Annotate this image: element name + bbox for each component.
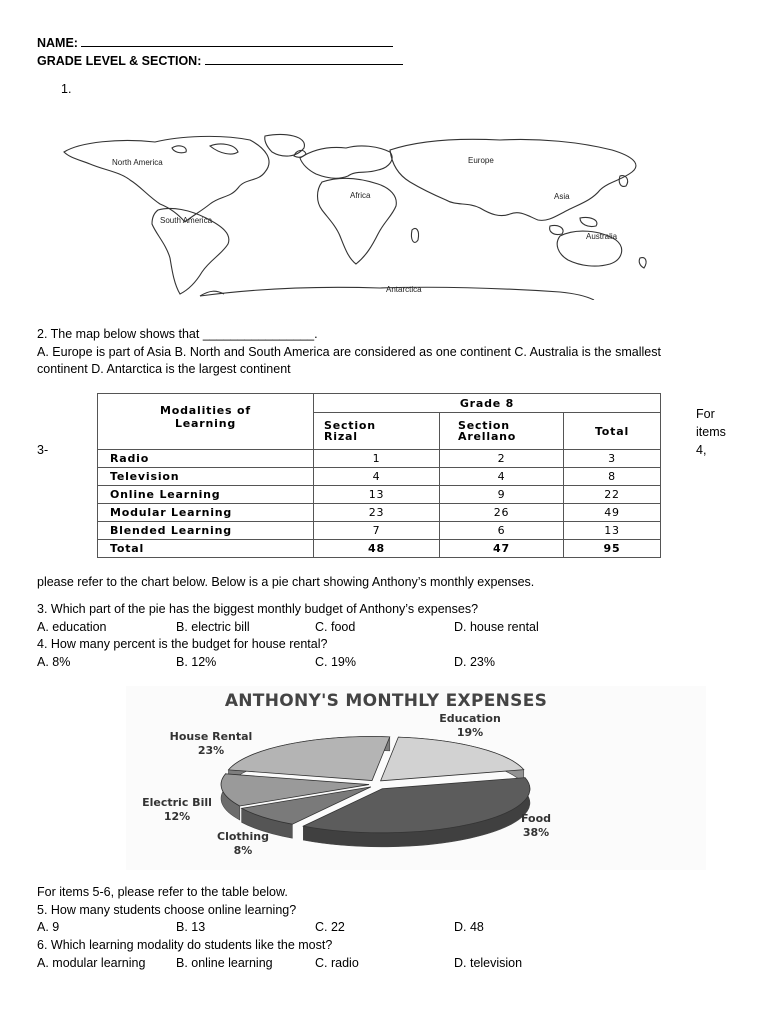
- grade-blank[interactable]: [205, 54, 403, 65]
- name-label: NAME:: [37, 36, 78, 50]
- map-label-africa: Africa: [350, 191, 371, 200]
- grade-row: [37, 54, 403, 68]
- map-label-europe: Europe: [468, 156, 494, 165]
- label-house-rental-value: 23%: [197, 744, 225, 757]
- row-label: Radio: [98, 450, 314, 468]
- header-arellano-line2: Arellano: [458, 430, 517, 443]
- q3-option-b[interactable]: B. electric bill: [176, 620, 250, 634]
- q5-option-a[interactable]: A. 9: [37, 920, 60, 934]
- world-map: [60, 130, 678, 300]
- header-modalities-line2: Learning: [174, 417, 237, 430]
- cell-arellano: 47: [440, 540, 564, 558]
- side-note-2: items: [696, 425, 726, 439]
- table-row: [98, 450, 661, 468]
- q6-option-d[interactable]: D. television: [454, 956, 523, 970]
- label-education-value: 19%: [456, 726, 484, 739]
- cell-rizal: 13: [314, 486, 440, 504]
- map-label-north-america: North America: [112, 158, 163, 167]
- q4-option-d[interactable]: D. 23%: [454, 655, 495, 669]
- map-label-asia: Asia: [554, 192, 570, 201]
- q3-stem: 3. Which part of the pie has the biggest monthly budget of Anthony’s expenses?: [37, 602, 479, 616]
- table-row: [98, 468, 661, 486]
- table-marker: 3-: [37, 443, 49, 457]
- table-row: [98, 540, 661, 558]
- q3-option-a[interactable]: A. education: [37, 620, 107, 634]
- label-education-name: Education: [439, 712, 501, 725]
- name-row: [37, 36, 393, 50]
- cell-total: 13: [564, 522, 661, 540]
- q2-stem: 2. The map below shows that ________________.: [37, 327, 318, 341]
- cell-rizal: 48: [314, 540, 440, 558]
- header-rizal-line1: Section: [324, 419, 376, 432]
- q6-option-a[interactable]: A. modular learning: [37, 956, 146, 970]
- q5-stem: 5. How many students choose online learning?: [37, 903, 297, 917]
- name-blank[interactable]: [81, 36, 393, 47]
- item-1-number: 1.: [61, 82, 72, 96]
- cell-total: 3: [564, 450, 661, 468]
- header-rizal-line2: Rizal: [324, 430, 358, 443]
- header-section-rizal: [314, 413, 440, 450]
- q4-option-c[interactable]: C. 19%: [315, 655, 356, 669]
- q6-option-b[interactable]: B. online learning: [176, 956, 273, 970]
- cell-rizal: 4: [314, 468, 440, 486]
- map-label-antarctica: Antarctica: [386, 285, 422, 294]
- table-row: [98, 486, 661, 504]
- q2-options-line2: continent D. Antarctica is the largest continent: [37, 362, 291, 376]
- cell-total: 49: [564, 504, 661, 522]
- cell-total: 8: [564, 468, 661, 486]
- label-food-name: Food: [520, 812, 552, 825]
- modalities-table: [97, 393, 661, 558]
- cell-arellano: 2: [440, 450, 564, 468]
- q6-option-c[interactable]: C. radio: [315, 956, 359, 970]
- row-label: Modular Learning: [98, 504, 314, 522]
- table-row: [98, 504, 661, 522]
- q4-option-b[interactable]: B. 12%: [176, 655, 217, 669]
- table-intro: For items 5-6, please refer to the table below.: [37, 885, 288, 899]
- q2-options-line1: A. Europe is part of Asia B. North and South America are considered as one continent C. Australia is the smallest: [37, 345, 661, 359]
- header-total: Total: [564, 413, 661, 450]
- pie-slice-education: [381, 737, 524, 781]
- label-food-value: 38%: [522, 826, 550, 839]
- side-note-1: For: [696, 407, 715, 421]
- q3-option-d[interactable]: D. house rental: [454, 620, 539, 634]
- header-section-arellano: [440, 413, 564, 450]
- label-electric-bill: [132, 796, 222, 824]
- cell-arellano: 4: [440, 468, 564, 486]
- q5-option-b[interactable]: B. 13: [176, 920, 206, 934]
- header-arellano-line1: Section: [458, 419, 510, 432]
- label-house-rental-name: House Rental: [169, 730, 253, 743]
- pie-intro: please refer to the chart below. Below is a pie chart showing Anthony’s monthly expenses.: [37, 575, 535, 589]
- cell-total: 22: [564, 486, 661, 504]
- q5-option-d[interactable]: D. 48: [454, 920, 484, 934]
- cell-rizal: 7: [314, 522, 440, 540]
- row-label: Online Learning: [98, 486, 314, 504]
- cell-total: 95: [564, 540, 661, 558]
- label-house-rental: [156, 730, 266, 758]
- cell-rizal: 1: [314, 450, 440, 468]
- label-food: [506, 812, 566, 840]
- row-label: Blended Learning: [98, 522, 314, 540]
- row-label: Television: [98, 468, 314, 486]
- expenses-pie-chart: [126, 686, 706, 870]
- q4-stem: 4. How many percent is the budget for house rental?: [37, 637, 328, 651]
- map-label-australia: Australia: [586, 232, 618, 241]
- cell-arellano: 6: [440, 522, 564, 540]
- cell-rizal: 23: [314, 504, 440, 522]
- header-modalities: [98, 394, 314, 450]
- q6-stem: 6. Which learning modality do students like the most?: [37, 938, 333, 952]
- cell-arellano: 26: [440, 504, 564, 522]
- label-electric-bill-name: Electric Bill: [142, 796, 212, 809]
- label-clothing-name: Clothing: [217, 830, 269, 843]
- header-modalities-line1: Modalities of: [160, 404, 251, 417]
- grade-label: GRADE LEVEL & SECTION:: [37, 54, 202, 68]
- world-map-outline: [60, 130, 678, 300]
- chart-title: ANTHONY'S MONTHLY EXPENSES: [224, 691, 548, 711]
- table-row: [98, 522, 661, 540]
- q4-option-a[interactable]: A. 8%: [37, 655, 71, 669]
- label-education: [430, 712, 510, 740]
- side-note-3: 4,: [696, 443, 707, 457]
- label-clothing-value: 8%: [233, 844, 253, 857]
- header-grade: Grade 8: [314, 394, 661, 413]
- map-label-south-america: South America: [160, 216, 213, 225]
- label-clothing: [198, 830, 288, 858]
- row-label: Total: [98, 540, 314, 558]
- q5-option-c[interactable]: C. 22: [315, 920, 345, 934]
- label-electric-bill-value: 12%: [163, 810, 191, 823]
- cell-arellano: 9: [440, 486, 564, 504]
- q3-option-c[interactable]: C. food: [315, 620, 356, 634]
